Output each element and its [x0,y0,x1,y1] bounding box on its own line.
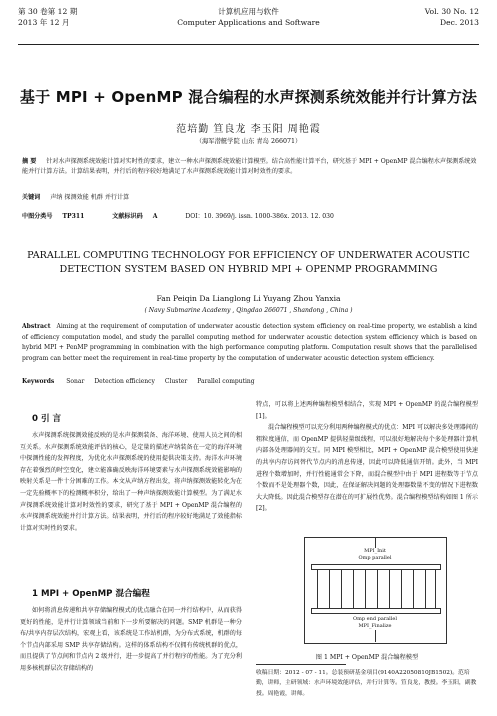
figure-1-diagram [304,537,447,644]
authors: 范培勤 笪良龙 李玉阳 周艳霞 [176,124,321,135]
right-column-body [256,399,478,515]
keyword-en: Sonar [66,378,85,385]
flow-line [375,538,376,548]
thread-line [435,569,436,608]
keyword-en: Cluster [164,378,188,385]
mpi-init-label: MPI_Init [364,548,386,554]
section-0-body [20,430,242,534]
keywords-en [22,377,477,387]
flow-line [375,630,376,642]
right-paragraph-1: 特点，可以将上述两种编程模型相结合，实现 MPI + OpenMP 的混合编程模型[1]。 [256,401,478,420]
footnote: 收稿日期：2012 - 07 - 11。总装预研基金项目(9140A22050810JB1502)。范培勤，讲师，主研领域：水声环境效能评估，并行计算等。笪良龙，教授。李玉阳，副教授。周艳霞，讲师。 [256,670,477,697]
header-rule [18,44,479,45]
clc-code: TP311 [62,213,85,220]
thread-line [389,569,390,608]
omp-parallel-label: Omp parallel [358,555,392,561]
abstract-cn [22,157,477,178]
abstract-cn-text: 针对水声探测系统效能计算对实时性的要求，建立一种水声探测系统效能计算模型。结合高性能计算平台，研究基于 MPI + OpenMP 混合编程水声探测系统效能并行计算方法。计算结果表明，并行后的程序较好地满足了水声探测系统效能计算对时效性的要求。 [22,158,477,176]
affiliation: （海军潜艇学院 山东 青岛 266071） [195,138,302,145]
thread-line [413,569,414,608]
thread-line [401,569,402,608]
thread-line [365,569,366,608]
section-0-paragraph: 水声探测系统探测效能反映的是水声探测装备、海洋环境、使用人员之间的相互关系。水声探测系统效能评估的核心，是定量的描述声纳装备在一定的海洋环境中探测性能的发挥程度，为优化水声探测系统的使用提供决策支持。海洋水声环境存在着强烈的时空变化，建立能准确反映海洋环境要素与水声探测系统效能影响的映射关系是一件十分困难的工作。本文从声纳方程出发，将声纳探测效能转化为在一定先验概率下的检测概率积分，给出了一种声纳探测效能计算模型。为了满足水声探测系统效能计算对时效性的要求，研究了基于 MPI + OpenMP 混合编程的水声探测系统效能并行计算方法。结果表明，并行后的程序较好地满足了效能指标计算对实时性的要求。 [20,432,242,532]
thread-line [329,569,330,608]
journal-name-cn: 计算机应用与软件 [218,7,279,16]
keyword-en: Parallel computing [197,378,255,385]
omp-end-parallel-label: Omp end parallel [353,616,397,622]
keywords-cn-label: 关键词 [22,194,41,201]
fork-bar [311,564,441,570]
volume-issue-cn: 第 30 卷第 12 期 [18,7,78,16]
section-0-heading: 0 引 言 [32,414,62,424]
abstract-en [22,322,477,364]
thread-line [377,569,378,608]
journal-header [18,6,479,40]
right-paragraph-2: 混合编程模型可以充分利用两种编程模式的优点：MPI 可以解决多处理器间的粗粒度通信，而 OpenMP 提供轻量级线程，可以很好地解决每个多处理器计算机内部各处理器间的交互。同 MPI 模型相比，MPI + OpenMP 混合模型使用快速的共享内存访问替代节点内的消息传递，因此可以降低通信开销。此外，当 MPI 进程个数增加时，并行性能通常会下降，而混合模型中由于 MPI 进程数等于节点个数而不是处理器个数，因此，在保证解决问题的处理器数量不变的情况下进程数大大降低。因此混合模型存在潜在的可扩展性优势。混合编程模型结构如图 1 所示[2]。 [256,424,478,513]
clc-label: 中图分类号 [22,213,53,220]
journal-name-en: Computer Applications and Software [177,18,320,27]
issue-info-en [425,6,479,28]
footnote-rule [256,664,346,665]
volume-issue-en: Vol. 30 No. 12 [424,7,479,16]
paper-title: 基于 MPI + OpenMP 混合编程的水声探测系统效能并行计算方法 [19,88,478,106]
keywords-en-label: Keywords [22,378,55,385]
thread-line [317,569,318,608]
classification-info [22,212,477,222]
date-cn: 2013 年 12 月 [18,18,70,27]
thread-line [353,569,354,608]
date-en: Dec. 2013 [440,18,479,27]
english-authors: Fan Peiqin Da Lianglong Li Yuyang Zhou Yanxia [156,294,341,303]
keywords-cn-text: 声纳 探测效能 机群 并行计算 [50,194,130,201]
section-1-heading: 1 MPI + OpenMP 混合编程 [32,589,150,599]
doi: DOI：10. 3969/j. issn. 1000-386x. 2013. 12. 030 [185,213,334,220]
thread-line [341,569,342,608]
doc-code-label: 文献标识码 [112,213,143,220]
journal-name [18,6,479,28]
doc-code: A [152,213,158,220]
keyword-en: Detection efficiency [94,378,155,385]
section-1-body [20,605,242,675]
abstract-cn-label: 摘 要 [22,158,37,165]
english-title: PARALLEL COMPUTING TECHNOLOGY FOR EFFICIENCY OF UNDERWATER ACOUSTIC DETECTION SYSTEM BASED ON HYBRID MPI + OPENMP PROGRAMMING [27,250,470,275]
section-1-paragraph: 如何将消息传递和共享存储编程模式的优点融合在同一并行结构中，从而获得更好的性能，是并行计算领域当前和下一步所要解决的问题。SMP 机群是一种分布/共享内存层次结构，宏观上看，该系统是工作站机群，为分布式系统，机群的每个节点内部采用 SMP 共享存储结构。这样的体系结构不仅拥有传统机群的优点，而且提供了节点间和节点内 2 级并行，进一步提高了并行程序的性能。为了充分利用多核机群层次存储结构的 [20,607,242,672]
thread-line [425,569,426,608]
keywords-cn [22,193,477,203]
mpi-finalize-label: MPI_Finalize [358,623,392,629]
english-affiliation: ( Navy Submarine Academy , Qingdao 266071 , Shandong , China ) [144,307,353,314]
figure-1-caption: 图 1 MPI + OpenMP 混合编程模型 [315,654,419,661]
abstract-en-label: Abstract [22,323,51,330]
join-bar [311,608,441,614]
abstract-en-text: Aiming at the requirement of computation of underwater acoustic detection system efficiency on real-time property, we establish a kind of efficiency computation model, and study the parallel computing method for underwater acoustic detection system efficiency which is based on hybrid MPI + PenMP programming in combination with the high performance computing platform. Computation result shows that the parallelised program can better meet the requirement in real-time property by the computation of underwater acoustic detection system efficiency. [22,323,477,362]
